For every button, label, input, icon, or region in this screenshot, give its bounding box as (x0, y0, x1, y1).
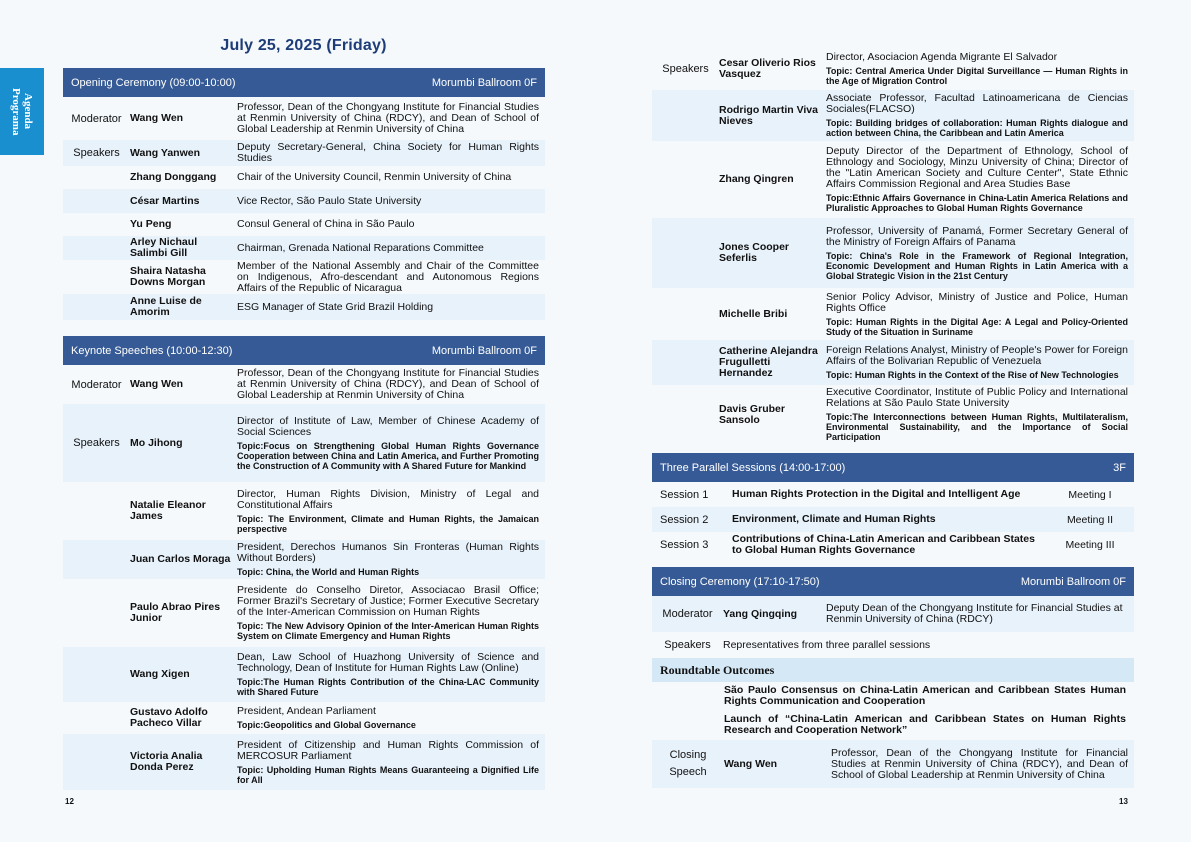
speaker-desc: Professor, Dean of the Chongyang Institute for Financial Studies at Renmin University of China (RDCY), and Dean of School of Global Leadership at Renmin University of China (237, 101, 539, 135)
speaker-desc-block (826, 93, 1134, 138)
agenda-row (63, 482, 545, 540)
speaker-topic: Topic: Central America Under Digital Surveillance — Human Rights in the Age of Migration Control (826, 65, 1128, 86)
roundtable-outcome: São Paulo Consensus on China-Latin American and Caribbean States Human Rights Communication and Cooperation (724, 683, 1126, 707)
speaker-desc-block (237, 740, 545, 785)
speaker-desc-block (237, 172, 545, 183)
speaker-topic: Topic: The New Advisory Opinion of the Inter-American Human Rights System on Climate Emergency and Human Rights (237, 621, 539, 641)
speaker-desc: Chair of the University Council, Renmin University of China (237, 171, 512, 183)
session-row (652, 482, 1134, 507)
speaker-name: Anne Luise de Amorim (130, 295, 202, 318)
session-room: Meeting III (1065, 538, 1115, 551)
speaker-desc: Deputy Director of the Department of Ethnology, School of Ethnology and Sociology, Minzu University of China; Director of the "Latin American Society and Culture Center", State Ethnic Affairs Commission Regional and Area Studies Base (826, 145, 1128, 190)
speaker-desc: ESG Manager of State Grid Brazil Holding (237, 300, 434, 313)
opening-rows (63, 97, 545, 320)
speaker-desc-block (826, 146, 1134, 213)
closing-moderator-row (652, 596, 1134, 632)
speaker-topic: Topic:Focus on Strengthening Global Human Rights Governance Cooperation between China and Latin America, and Further Promoting the Construction of A Community with A Shared Future for Mankind (237, 440, 539, 471)
speaker-desc: Professor, Dean of the Chongyang Institute for Financial Studies at Renmin University of China (RDCY), and Dean of School of Global Leadership at Renmin University of China (237, 367, 539, 401)
speaker-name: Gustavo Adolfo Pacheco Villar (130, 706, 208, 729)
role-label: Speakers (662, 62, 709, 75)
agenda-row (63, 734, 545, 790)
speakers-desc: Representatives from three parallel sessions (723, 638, 931, 651)
closing-speech-role-1: Closing (669, 749, 707, 761)
role-label: Speakers (73, 437, 120, 449)
speaker-desc-block (237, 142, 545, 164)
moderator-name: Yang Qingqing (723, 607, 798, 620)
session-row (652, 532, 1134, 557)
right-page (596, 0, 1191, 842)
closing-speech-role (652, 747, 724, 781)
speaker-name: Rodrigo Martin Viva Nieves (719, 103, 818, 127)
speaker-desc: President, Andean Parliament (237, 705, 376, 717)
keynote-header (63, 336, 545, 365)
closing-venue: Morumbi Ballroom 0F (1020, 575, 1126, 588)
speaker-desc: Vice Rector, São Paulo State University (237, 194, 422, 207)
role-label: Speakers (664, 639, 711, 651)
speaker-desc-block (237, 489, 545, 534)
speaker-topic: Topic: China, the World and Human Rights (237, 567, 420, 577)
closing-speakers-row (652, 632, 1134, 658)
keynote-venue: Morumbi Ballroom 0F (431, 344, 537, 357)
speaker-desc-block (237, 542, 545, 577)
speaker-desc-block (237, 585, 545, 641)
speaker-topic: Topic:The Human Rights Contribution of the China-LAC Community with Shared Future (237, 677, 539, 697)
agenda-row (652, 47, 1134, 90)
speaker-desc: Associate Professor, Facultad Latinoamericana de Ciencias Sociales(FLACSO) (826, 92, 1128, 115)
speaker-desc: Presidente do Conselho Diretor, Associacao Brasil Office; Former Brazil's Secretary of Justice; Former Executive Secretary of the Inter-American Commission on Human Rights (237, 584, 539, 618)
speaker-desc-block (826, 387, 1134, 442)
parallel-venue: 3F (1113, 461, 1126, 474)
parallel-sessions-section (652, 453, 1134, 557)
speaker-topic: Topic:Geopolitics and Global Governance (237, 720, 416, 730)
speaker-desc-block (826, 292, 1134, 337)
closing-speech-name: Wang Wen (724, 757, 778, 770)
speaker-desc-block (826, 345, 1134, 380)
session-label: Session 1 (660, 488, 709, 501)
role-label: Moderator (71, 378, 122, 391)
speaker-desc: Director, Human Rights Division, Ministry of Legal and Constitutional Affairs (237, 487, 539, 511)
session-room: Meeting II (1066, 513, 1114, 526)
speaker-name: César Martins (130, 194, 200, 207)
speaker-desc: Chairman, Grenada National Reparations Committee (237, 241, 484, 254)
speaker-desc: Director, Asociacion Agenda Migrante El Salvador (826, 50, 1058, 63)
role-label: Speakers (73, 147, 120, 159)
session-room: Meeting I (1068, 488, 1112, 501)
opening-ceremony-section (63, 68, 545, 320)
speaker-desc-block (237, 416, 545, 471)
speaker-desc: President, Derechos Humanos Sin Fronteras (Human Rights Without Borders) (237, 541, 539, 564)
speaker-desc-block (237, 652, 545, 697)
closing-speech-role-2: Speech (669, 766, 707, 778)
speaker-name: Juan Carlos Moraga (130, 553, 231, 565)
closing-title: Closing Ceremony (17:10-17:50) (660, 575, 820, 588)
keynote-rows (63, 365, 545, 790)
keynote-continued-section (652, 47, 1134, 444)
opening-venue: Morumbi Ballroom 0F (431, 76, 537, 89)
outcome-rows (652, 682, 1134, 740)
role-label: Moderator (662, 608, 713, 620)
session-row (652, 507, 1134, 532)
agenda-tab[interactable] (0, 68, 44, 155)
role-label: Moderator (71, 112, 122, 125)
speaker-name: Victoria Analia Donda Perez (130, 750, 203, 773)
speaker-name: Wang Wen (130, 112, 184, 124)
closing-header (652, 567, 1134, 596)
speaker-desc-block (237, 102, 545, 135)
parallel-title: Three Parallel Sessions (14:00-17:00) (660, 461, 846, 474)
agenda-row (63, 365, 545, 404)
parallel-rows (652, 482, 1134, 557)
speaker-name: Zhang Donggang (130, 171, 217, 183)
speaker-name: Michelle Bribi (719, 307, 788, 320)
speaker-desc: Foreign Relations Analyst, Ministry of People's Power for Foreign Affairs of the Bolivarian Republic of Venezuela (826, 344, 1128, 367)
session-label: Session 3 (660, 538, 709, 551)
agenda-row (63, 294, 545, 320)
speaker-desc: Director of Institute of Law, Member of Chinese Academy of Social Sciences (237, 414, 539, 438)
speaker-desc-block (237, 368, 545, 401)
speaker-name: Arley Nichaul Salimbi Gill (130, 236, 198, 259)
opening-title: Opening Ceremony (09:00-10:00) (71, 76, 236, 89)
speaker-topic: Topic: The Environment, Climate and Human Rights, the Jamaican perspective (237, 513, 539, 534)
keynote-section (63, 336, 545, 790)
speaker-desc-block (237, 302, 545, 313)
agenda-row (63, 404, 545, 482)
speaker-name: Paulo Abrao Pires Junior (130, 601, 221, 624)
speaker-desc: Member of the National Assembly and Chair of the Committee on Indigenous, Afro-descendant and Autonomous Regions Affairs of the Republic of Nicaragua (237, 259, 539, 294)
speaker-desc: President of Citizenship and Human Rights Commission of MERCOSUR Parliament (237, 738, 539, 762)
agenda-row (652, 218, 1134, 288)
speaker-topic: Topic: Upholding Human Rights Means Guaranteeing a Dignified Life for All (237, 764, 539, 785)
parallel-header (652, 453, 1134, 482)
moderator-desc: Deputy Dean of the Chongyang Institute for Financial Studies at Renmin University of China (RDCY) (826, 602, 1123, 625)
closing-speech-row (652, 740, 1134, 788)
speaker-name: Catherine Alejandra Frugulletti Hernandez (719, 345, 818, 379)
speaker-name: Natalie Eleanor James (130, 499, 206, 522)
agenda-row (63, 579, 545, 647)
speaker-topic: Topic: Building bridges of collaboration: Human Rights dialogue and action between China, the Caribbean and Latin America (826, 118, 1128, 138)
date-title: July 25, 2025 (Friday) (220, 37, 387, 54)
speaker-desc-block (826, 226, 1134, 281)
tab-label-bottom: Programa (10, 87, 22, 136)
roundtable-header: Roundtable Outcomes (652, 658, 1134, 682)
session-title: Environment, Climate and Human Rights (732, 513, 936, 525)
speaker-topic: Topic: Human Rights in the Digital Age: A Legal and Policy-Oriented Study of the Situation in Suriname (826, 316, 1128, 337)
closing-speech-desc: Professor, Dean of the Chongyang Institute for Financial Studies at Renmin University of China (RDCY), and Dean of School of Global Leadership at Renmin University of China (831, 746, 1128, 781)
speaker-topic: Topic: China's Role in the Framework of Regional Integration, Economic Development and Human Rights in Latin America with a Global Strategic Vision in the 21st Century (826, 250, 1128, 281)
speaker-desc: Dean, Law School of Huazhong University of Science and Technology, Dean of Institute for Human Rights Law (Online) (237, 651, 539, 674)
speaker-desc: Executive Coordinator, Institute of Public Policy and International Relations at São Paulo State University (826, 386, 1128, 409)
agenda-row (63, 260, 545, 294)
agenda-row (652, 340, 1134, 385)
agenda-row (63, 213, 545, 236)
speaker-name: Zhang Qingren (719, 173, 794, 185)
speaker-desc: Consul General of China in São Paulo (237, 218, 415, 230)
speaker-name: Cesar Oliverio Rios Vasquez (719, 56, 816, 80)
opening-ceremony-header (63, 68, 545, 97)
speaker-name: Wang Xigen (130, 668, 190, 680)
agenda-row (652, 90, 1134, 141)
agenda-row (652, 385, 1134, 444)
agenda-row (63, 97, 545, 140)
speaker-desc: Senior Policy Advisor, Ministry of Justice and Police, Human Rights Office (826, 290, 1128, 314)
speaker-desc-block (237, 219, 545, 230)
closing-ceremony-section (652, 567, 1134, 788)
agenda-row (63, 647, 545, 702)
speaker-desc-block (237, 196, 545, 207)
session-title: Human Rights Protection in the Digital and Intelligent Age (732, 488, 1021, 500)
speaker-topic: Topic:The Interconnections between Human Rights, Multilateralism, Environmental Sustainability, and the Importance of Social Participation (826, 412, 1128, 442)
speaker-topic: Topic:Ethnic Affairs Governance in China-Latin America Relations and Pluralistic Approaches to Global Human Rights Governance (826, 193, 1128, 213)
speaker-desc-block (237, 243, 545, 254)
agenda-row (652, 141, 1134, 218)
speaker-name: Wang Wen (130, 378, 184, 390)
speaker-topic: Topic: Human Rights in the Context of the Rise of New Technologies (826, 370, 1119, 380)
agenda-row (63, 189, 545, 213)
left-page (0, 0, 595, 842)
agenda-row (63, 702, 545, 734)
speaker-name: Yu Peng (130, 218, 172, 230)
roundtable-outcome: Launch of “China-Latin American and Caribbean States on Human Rights Research and Cooperation Network” (724, 712, 1126, 736)
speaker-desc: Professor, University of Panamá, Former Secretary General of the Ministry of Foreign Affairs of Panama (826, 224, 1128, 248)
continued-rows (652, 47, 1134, 444)
speaker-desc-block (237, 261, 545, 294)
speaker-desc: Deputy Secretary-General, China Society for Human Rights Studies (237, 141, 539, 164)
agenda-row (63, 236, 545, 260)
page-number-right: 13 (1119, 797, 1128, 806)
agenda-row (63, 166, 545, 189)
speaker-name: Jones Cooper Seferlis (719, 241, 790, 264)
speaker-name: Wang Yanwen (130, 146, 201, 159)
speaker-desc-block (237, 706, 545, 730)
agenda-row (63, 140, 545, 166)
page-number-left: 12 (65, 797, 74, 806)
session-title: Contributions of China-Latin American and Caribbean States to Global Human Rights Governance (732, 532, 1035, 556)
agenda-row (63, 540, 545, 579)
tab-label-top: Agenda (22, 93, 34, 130)
agenda-row (652, 288, 1134, 340)
session-label: Session 2 (660, 513, 709, 526)
speaker-name: Shaira Natasha Downs Morgan (130, 265, 206, 288)
speaker-desc-block (826, 52, 1134, 86)
speaker-name: Davis Gruber Sansolo (719, 402, 785, 426)
speaker-name: Mo Jihong (130, 436, 183, 449)
keynote-title: Keynote Speeches (10:00-12:30) (71, 344, 233, 357)
